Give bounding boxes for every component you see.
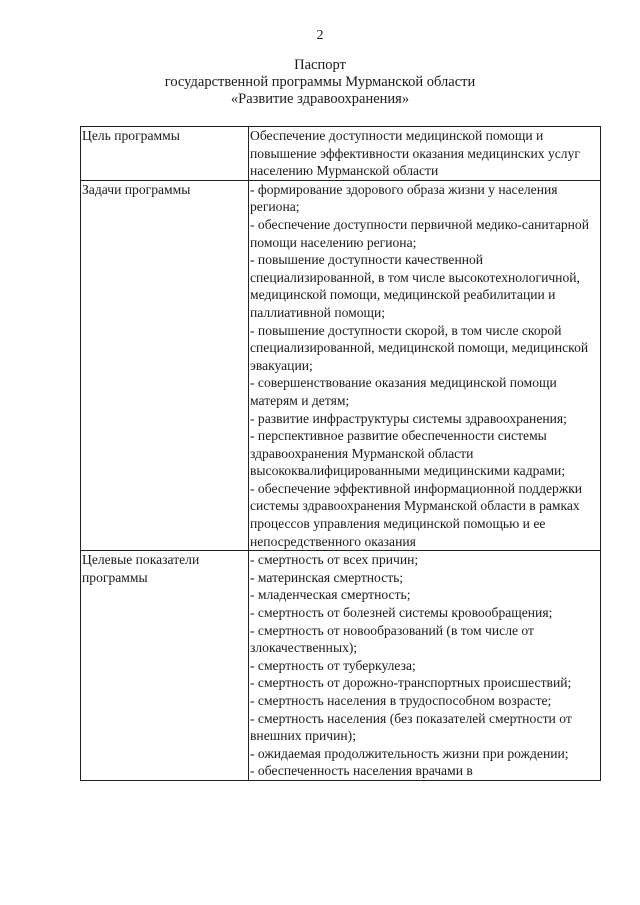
list-item: - формирование здорового образа жизни у населения региона; [250,181,558,215]
title-line-1: Паспорт [294,57,346,73]
row-value [249,180,601,550]
title-line-3: «Развитие здравоохранения» [230,91,410,107]
row-value [249,551,601,781]
list-item: - развитие инфраструктуры системы здравоохранения; [250,410,567,426]
passport-table [80,126,601,781]
table-row-targets [81,551,601,781]
list-item: - обеспеченность населения врачами в [250,763,473,779]
list-item: - материнская смертность; [250,569,404,585]
row-label: Целевые показатели программы [81,551,249,781]
title-line-2: государственной программы Мурманской области [164,74,476,90]
list-item: - обеспечение эффективной информационной поддержки системы здравоохранения Мурманской области в рамках процессов управления медицинской помощью и ее непосредственного оказания [250,480,583,549]
list-item: - смертность от болезней системы кровообращения; [250,605,553,621]
list-item: - перспективное развитие обеспеченности системы здравоохранения Мурманской области высококвалифицированными медицинскими кадрами; [250,428,566,479]
row-value [249,127,601,181]
row-label: Задачи программы [81,180,249,550]
table-row-tasks [81,180,601,550]
list-item: - ожидаемая продолжительность жизни при рождении; [250,745,569,761]
list-item: - обеспечение доступности первичной медико-санитарной помощи населению региона; [250,216,589,250]
list-item: - повышение доступности качественной специализированной, в том числе высокотехнологичной, медицинской помощи, медицинской реабилитации и паллиативной помощи; [250,252,580,320]
list-item: - смертность населения в трудоспособном возрасте; [250,693,552,708]
list-item: - младенческая смертность; [250,587,411,603]
goal-text: Обеспечение доступности медицинской помощи и повышение эффективности оказания медицинских услуг населению Мурманской области [250,128,580,179]
row-label: Цель программы [81,127,249,181]
list-item: - смертность населения (без показателей смертности от внешних причин); [250,710,572,744]
list-item: - смертность от туберкулеза; [250,657,416,673]
list-item: - смертность от дорожно-транспортных происшествий; [250,675,572,691]
list-item: - смертность от новообразований (в том числе от злокачественных); [250,622,534,656]
list-item: - смертность от всех причин; [250,552,419,568]
list-item: - совершенствование оказания медицинской помощи матерям и детям; [250,375,557,408]
table-row-goal [81,127,601,181]
document-title [0,57,640,108]
page-number: 2 [316,28,324,43]
list-item: - повышение доступности скорой, в том числе скорой специализированной, медицинской помощи, медицинской эвакуации; [250,322,589,373]
